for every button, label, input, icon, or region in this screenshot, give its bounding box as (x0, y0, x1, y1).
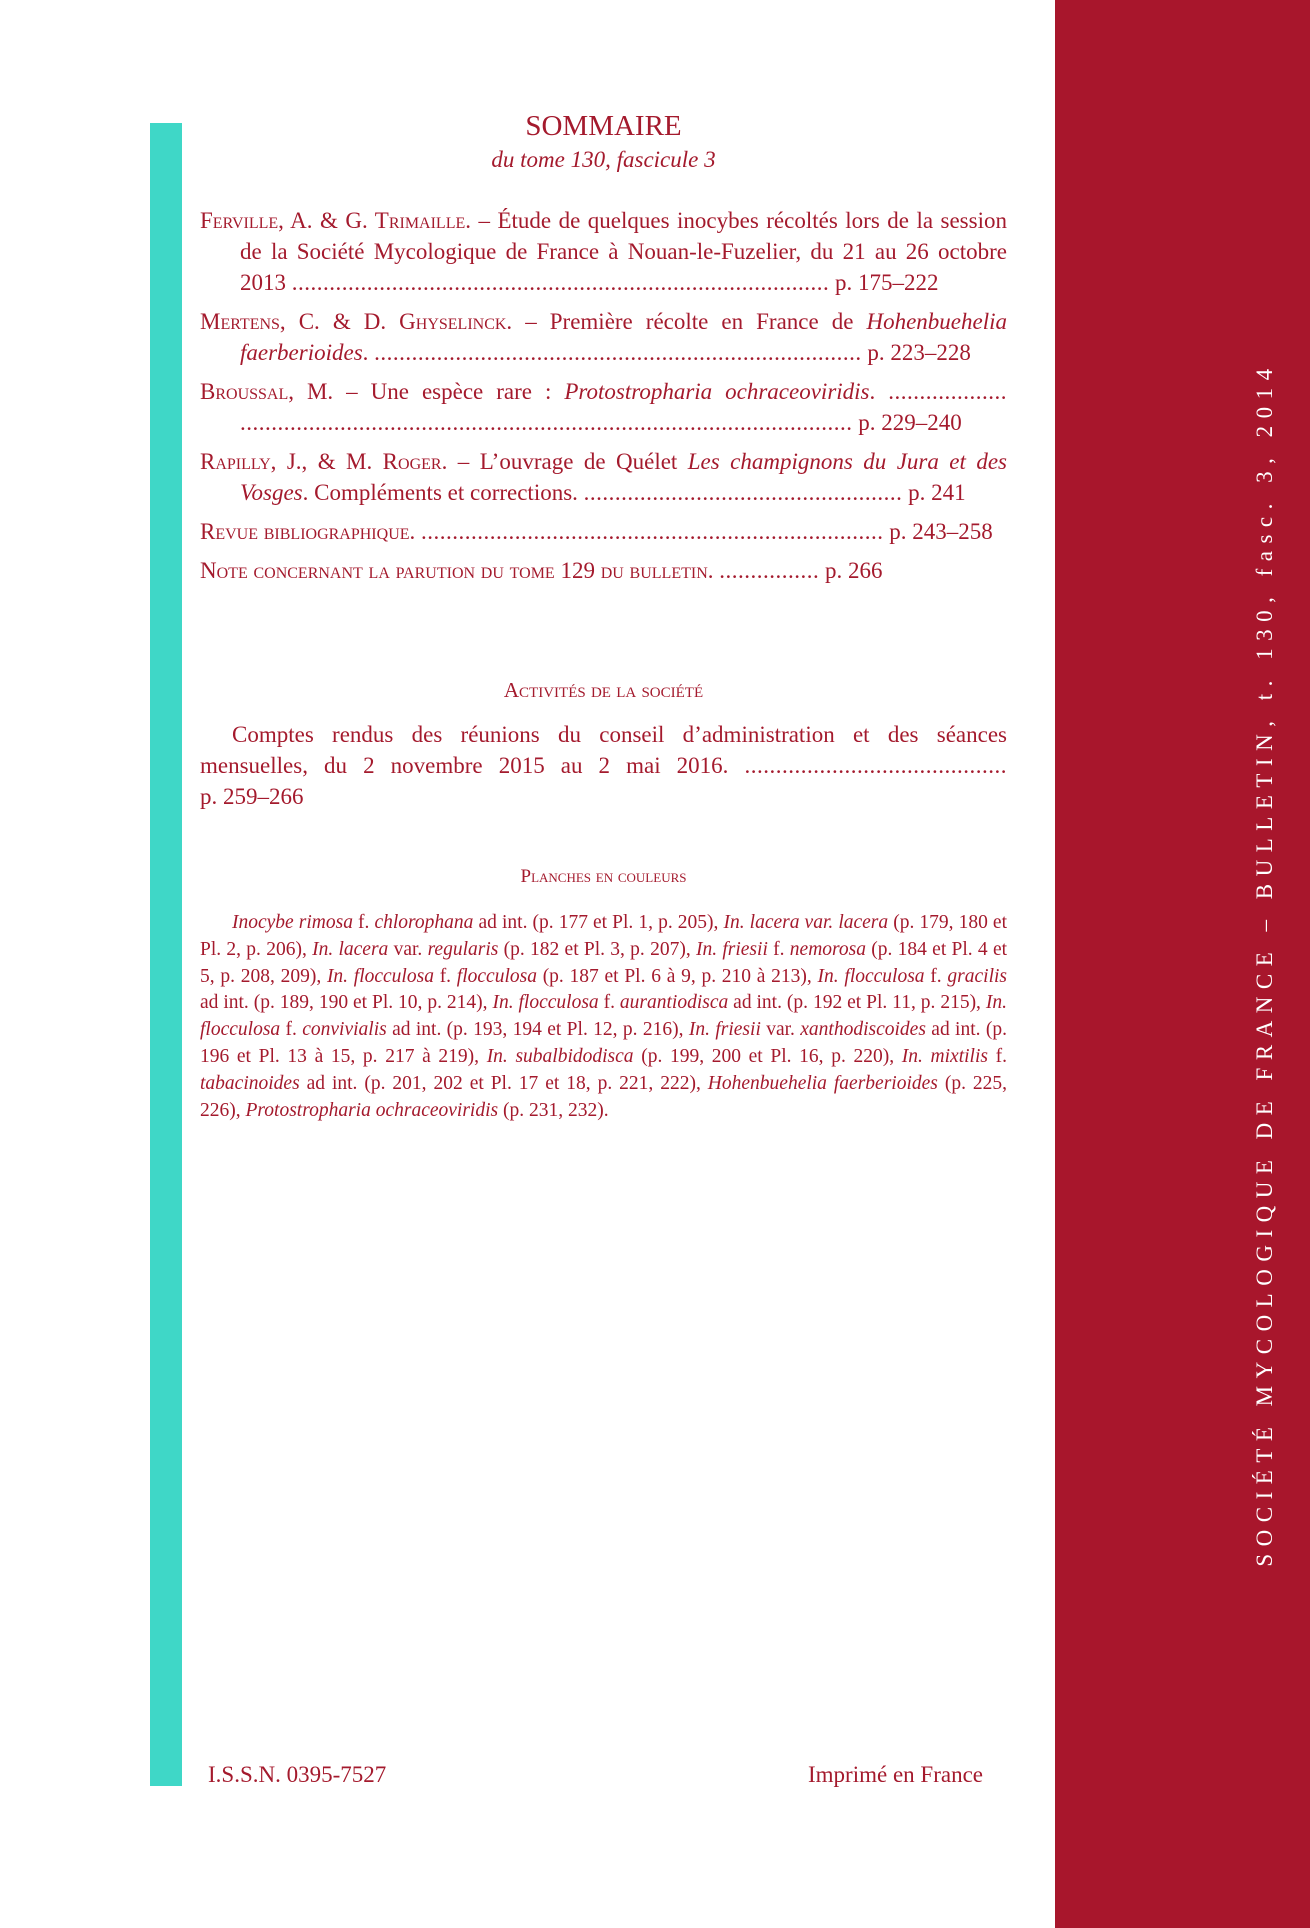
activites-pages: p. 259–266 (200, 784, 304, 809)
plate-reference: (p. 184 et Pl. 4 et 5, p. 208, 209), (200, 938, 1008, 987)
page-subtitle: du tome 130, fascicule 3 (491, 147, 716, 172)
plate-reference: (p. 187 et Pl. 6 à 9, p. 210 à 213), (536, 965, 818, 987)
species-name: regularis (427, 938, 499, 960)
entry-dots: .............................................................................. (374, 340, 862, 365)
species-name: In. flocculosa (817, 965, 925, 987)
species-name: In. flocculosa (326, 965, 434, 987)
entry-pages: p. 243–258 (889, 519, 993, 544)
plate-reference: f. (767, 938, 790, 960)
species-name: gracilis (947, 965, 1007, 987)
issn-label: I.S.S.N. 0395-7527 (208, 1762, 387, 1787)
species-name: In. friesii (688, 1019, 761, 1041)
entry-text-after: . (869, 379, 889, 404)
species-name: Inocybe rimosa (232, 912, 353, 933)
entry-authors: Revue bibliographique. (200, 519, 416, 544)
page-content (200, 110, 1007, 1124)
spine-title: SOCIÉTÉ MYCOLOGIQUE DE FRANCE – BULLETIN, t. 130, fasc. 3, 2014 (1252, 361, 1277, 1567)
entry-dots: ...................................................................................... (291, 270, 830, 295)
entry-authors: Ferville, A. & G. Trimaille. (200, 208, 471, 233)
plate-reference: ad int. (p. 201, 202 et Pl. 17 et 18, p. 221, 222), (299, 1072, 708, 1094)
entry-pages: p. 175–222 (835, 270, 939, 295)
entry-authors: Note concernant la parution du tome 129 du bulletin. (200, 558, 714, 583)
entry-text: – Première récolte en France de (512, 309, 867, 334)
plate-reference: var. (760, 1019, 801, 1041)
entry-text-after: . Compléments et corrections. (302, 480, 584, 505)
entry-dots: ................... .................................................................................................. (240, 379, 1008, 435)
entry-text: – Une espèce rare : (333, 379, 565, 404)
plate-reference: (p. 231, 232). (498, 1099, 609, 1121)
entry-text: – Étude de quelques inocybes récoltés lors de la session de la Société Mycologique de France à Nouan-le-Fuzelier, du 21 au 26 octobre 2013 (240, 208, 1007, 295)
plate-reference: ad int. (p. 192 et Pl. 11, p. 215), (728, 992, 986, 1014)
species-name: aurantiodisca (619, 992, 729, 1014)
species-name: Protostropharia ochraceoviridis (245, 1099, 499, 1121)
species-name: In. subalbidodisca (486, 1045, 634, 1067)
plate-reference: f. (598, 992, 620, 1014)
plate-reference: (p. 199, 200 et Pl. 16, p. 220), (633, 1045, 902, 1067)
species-name: xanthodiscoides (800, 1019, 926, 1041)
species-name: In. friesii (695, 938, 768, 960)
entry-italic-title: Protostropharia ochraceoviridis (564, 379, 870, 404)
entry-pages: p. 229–240 (858, 410, 962, 435)
species-name: In. lacera (312, 938, 389, 960)
activites-heading: Activités de la société (503, 678, 704, 702)
plate-reference: ad int. (p. 193, 194 et Pl. 12, p. 216), (386, 1019, 689, 1041)
plate-reference: ad int. (p. 177 et Pl. 1, p. 205), (473, 912, 724, 933)
contents-entry (200, 376, 1007, 438)
entry-italic-title: Les champignons du Jura et des Vosges (240, 449, 1007, 505)
entry-pages: p. 241 (908, 480, 966, 505)
printed-label: Imprimé en France (808, 1762, 983, 1787)
species-name: chlorophana (374, 912, 474, 933)
activites-dots: .......................................... (744, 753, 1007, 778)
plate-reference: var. (388, 938, 428, 960)
species-name: Hohenbuehelia faerberioides (707, 1072, 938, 1094)
species-name: convivialis (302, 1019, 387, 1041)
species-name: In. mixtilis (901, 1045, 988, 1067)
species-name: nemorosa (789, 938, 866, 960)
plate-reference: f. (280, 1019, 303, 1041)
page-title: SOMMAIRE (525, 110, 682, 142)
planches-heading: Planches en couleurs (520, 866, 687, 887)
plate-reference: (p. 225, 226), (200, 1072, 1008, 1121)
entry-italic-title: Hohenbuehelia faerberioides (240, 309, 1007, 365)
plate-reference: ad int. (p. 189, 190 et Pl. 10, p. 214), (200, 992, 493, 1014)
contents-entry (200, 306, 1007, 368)
entry-dots: ................................................... (583, 480, 903, 505)
entry-pages: p. 266 (825, 558, 883, 583)
entry-authors: Rapilly, J., & M. Roger. (200, 449, 448, 474)
plate-reference: ad int. (p. 196 et Pl. 13 à 15, p. 217 à 219), (200, 1019, 1007, 1067)
plate-reference: f. (433, 965, 457, 987)
entry-authors: Mertens, C. & D. Ghyselinck. (200, 309, 513, 334)
activites-text: Comptes rendus des réunions du conseil d’administration et des séances mensuelles, du 2 novembre 2015 au 2 mai 2016. (200, 722, 1007, 778)
entry-text-after: . (362, 340, 375, 365)
contents-entry (200, 446, 1007, 508)
species-name: In. lacera var. lacera (723, 912, 889, 933)
contents-entry (200, 205, 1007, 298)
contents-entry (200, 555, 1007, 586)
species-name: tabacinoides (200, 1072, 300, 1094)
entry-dots: ................ (719, 558, 820, 583)
entry-pages: p. 223–228 (867, 340, 971, 365)
species-name: In. flocculosa (200, 992, 1007, 1041)
contents-entry (200, 516, 1007, 547)
contents-list (200, 205, 1007, 586)
entry-authors: Broussal, M. (200, 379, 334, 404)
entry-text: – L’ouvrage de Quélet (447, 449, 688, 474)
species-name: In. flocculosa (492, 992, 599, 1014)
activites-entry (200, 719, 1007, 812)
plate-reference: (p. 179, 180 et Pl. 2, p. 206), (200, 912, 1007, 960)
plate-reference: (p. 182 et Pl. 3, p. 207), (498, 938, 696, 960)
entry-dots: .......................................................................... (421, 519, 884, 544)
plate-reference: f. (352, 912, 375, 933)
planches-paragraph (200, 910, 1007, 1124)
species-name: flocculosa (456, 965, 537, 987)
teal-margin-bar (150, 123, 182, 1786)
plate-reference: f. (987, 1045, 1007, 1067)
plate-reference: f. (924, 965, 948, 987)
